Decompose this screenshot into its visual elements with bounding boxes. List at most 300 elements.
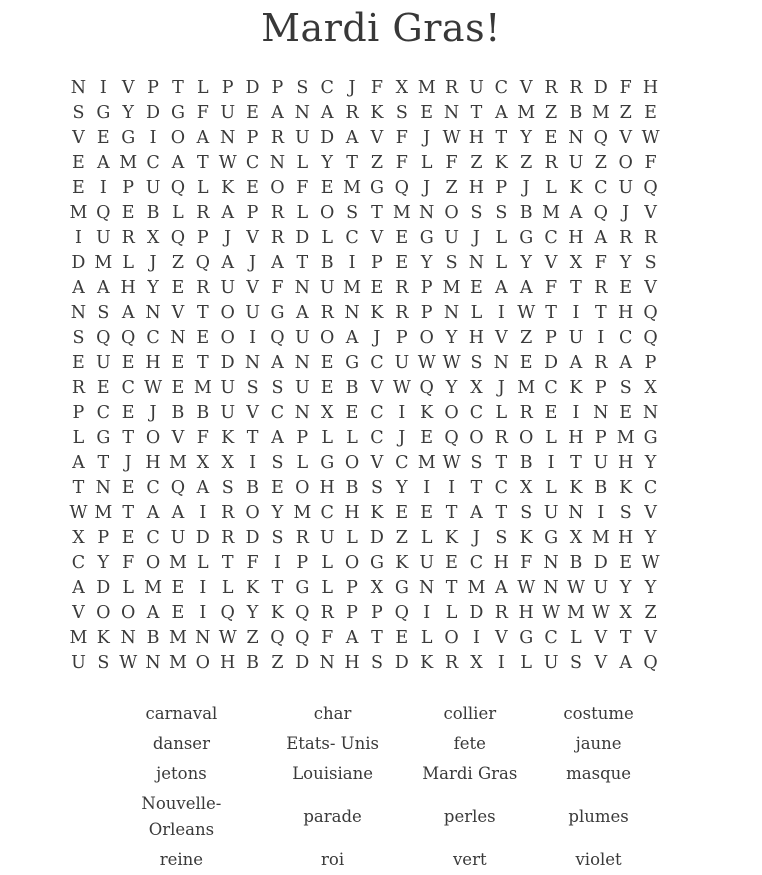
grid-letter[interactable]: O xyxy=(121,602,136,623)
grid-letter[interactable]: G xyxy=(643,427,658,448)
grid-letter[interactable]: I xyxy=(149,127,157,148)
grid-letter[interactable]: B xyxy=(345,377,359,398)
grid-letter[interactable]: V xyxy=(644,627,657,648)
grid-letter[interactable]: M xyxy=(392,202,411,223)
grid-letter[interactable]: Q xyxy=(643,327,658,348)
grid-letter[interactable]: I xyxy=(597,502,605,523)
grid-letter[interactable]: F xyxy=(395,127,408,148)
grid-letter[interactable]: O xyxy=(220,302,235,323)
grid-letter[interactable]: M xyxy=(94,502,113,523)
grid-letter[interactable]: N xyxy=(145,652,161,673)
grid-letter[interactable]: T xyxy=(296,252,309,273)
grid-letter[interactable]: M xyxy=(566,602,585,623)
grid-letter[interactable]: M xyxy=(69,202,88,223)
grid-letter[interactable]: R xyxy=(444,652,459,673)
grid-letter[interactable]: Q xyxy=(195,252,210,273)
grid-letter[interactable]: P xyxy=(97,527,110,548)
grid-letter[interactable]: Y xyxy=(445,377,458,398)
grid-letter[interactable]: R xyxy=(71,377,86,398)
grid-letter[interactable]: R xyxy=(395,302,409,323)
grid-letter[interactable]: E xyxy=(171,377,185,398)
grid-letter[interactable]: Y xyxy=(619,252,632,273)
grid-letter[interactable]: J xyxy=(622,202,630,223)
grid-letter[interactable]: F xyxy=(544,277,558,298)
grid-letter[interactable]: Q xyxy=(295,602,310,623)
grid-letter[interactable]: F xyxy=(370,77,384,98)
grid-letter[interactable]: A xyxy=(196,127,210,148)
grid-letter[interactable]: S xyxy=(246,377,259,398)
grid-letter[interactable]: I xyxy=(547,452,555,473)
grid-letter[interactable]: B xyxy=(594,477,608,498)
grid-letter[interactable]: K xyxy=(519,527,533,548)
grid-letter[interactable]: P xyxy=(221,77,234,98)
grid-letter[interactable]: Z xyxy=(171,252,185,273)
grid-letter[interactable]: L xyxy=(122,577,134,598)
grid-letter[interactable]: Q xyxy=(220,602,235,623)
grid-letter[interactable]: L xyxy=(545,477,557,498)
grid-letter[interactable]: N xyxy=(642,402,659,423)
grid-letter[interactable]: P xyxy=(147,77,159,98)
grid-letter[interactable]: V xyxy=(494,627,508,648)
grid-letter[interactable]: C xyxy=(320,77,334,98)
grid-letter[interactable]: A xyxy=(345,627,359,648)
grid-letter[interactable]: K xyxy=(370,302,384,323)
grid-letter[interactable]: U xyxy=(618,177,634,198)
grid-letter[interactable]: Y xyxy=(147,277,159,298)
grid-letter[interactable]: T xyxy=(72,477,85,498)
grid-letter[interactable]: V xyxy=(370,452,384,473)
grid-letter[interactable]: A xyxy=(271,102,284,123)
grid-letter[interactable]: E xyxy=(121,527,135,548)
grid-letter[interactable]: N xyxy=(244,352,261,373)
grid-letter[interactable]: O xyxy=(96,602,111,623)
grid-letter[interactable]: Z xyxy=(544,102,558,123)
grid-letter[interactable]: E xyxy=(121,477,135,498)
grid-letter[interactable]: I xyxy=(249,327,257,348)
grid-letter[interactable]: G xyxy=(121,127,136,148)
grid-letter[interactable]: O xyxy=(245,502,260,523)
grid-letter[interactable]: E xyxy=(96,377,110,398)
grid-letter[interactable]: W xyxy=(442,452,461,473)
grid-letter[interactable]: K xyxy=(221,177,235,198)
grid-letter[interactable]: K xyxy=(96,627,110,648)
grid-letter[interactable]: J xyxy=(348,77,356,98)
grid-letter[interactable]: V xyxy=(246,227,259,248)
grid-letter[interactable]: B xyxy=(320,252,334,273)
grid-letter[interactable]: T xyxy=(570,452,582,473)
grid-letter[interactable]: H xyxy=(493,552,509,573)
grid-letter[interactable]: Q xyxy=(121,327,136,348)
grid-letter[interactable]: E xyxy=(544,127,558,148)
grid-letter[interactable]: J xyxy=(398,427,406,448)
grid-letter[interactable]: K xyxy=(619,477,633,498)
grid-letter[interactable]: S xyxy=(520,502,533,523)
grid-letter[interactable]: L xyxy=(321,577,333,598)
grid-letter[interactable]: H xyxy=(145,352,161,373)
grid-letter[interactable]: V xyxy=(246,277,259,298)
grid-letter[interactable]: U xyxy=(294,127,310,148)
grid-letter[interactable]: T xyxy=(196,302,209,323)
grid-letter[interactable]: P xyxy=(495,177,508,198)
grid-letter[interactable]: U xyxy=(568,152,584,173)
grid-letter[interactable]: E xyxy=(72,152,85,173)
grid-letter[interactable]: H xyxy=(642,77,659,98)
grid-letter[interactable]: U xyxy=(145,177,161,198)
grid-letter[interactable]: A xyxy=(345,127,359,148)
grid-letter[interactable]: N xyxy=(120,627,136,648)
grid-letter[interactable]: D xyxy=(220,352,235,373)
grid-letter[interactable]: N xyxy=(170,327,186,348)
grid-letter[interactable]: N xyxy=(543,577,559,598)
grid-letter[interactable]: I xyxy=(348,252,356,273)
grid-letter[interactable]: B xyxy=(246,477,259,498)
grid-letter[interactable]: G xyxy=(394,577,409,598)
grid-letter[interactable]: X xyxy=(569,527,583,548)
grid-letter[interactable]: M xyxy=(168,452,187,473)
grid-letter[interactable]: F xyxy=(445,152,458,173)
grid-letter[interactable]: M xyxy=(442,277,461,298)
grid-letter[interactable]: F xyxy=(122,552,135,573)
grid-letter[interactable]: S xyxy=(470,452,483,473)
grid-letter[interactable]: N xyxy=(443,102,460,123)
grid-letter[interactable]: L xyxy=(197,77,209,98)
grid-letter[interactable]: D xyxy=(71,252,86,273)
grid-letter[interactable]: A xyxy=(221,252,234,273)
grid-letter[interactable]: F xyxy=(619,77,632,98)
grid-letter[interactable]: T xyxy=(619,627,632,648)
grid-letter[interactable]: P xyxy=(420,302,433,323)
grid-letter[interactable]: P xyxy=(346,577,358,598)
grid-letter[interactable]: T xyxy=(122,427,135,448)
grid-letter[interactable]: A xyxy=(146,502,160,523)
grid-letter[interactable]: V xyxy=(246,402,259,423)
grid-letter[interactable]: Z xyxy=(271,652,284,673)
grid-letter[interactable]: N xyxy=(568,502,584,523)
grid-letter[interactable]: Q xyxy=(170,177,186,198)
grid-letter[interactable]: K xyxy=(420,652,434,673)
grid-letter[interactable]: L xyxy=(420,527,433,548)
grid-letter[interactable]: I xyxy=(597,327,605,348)
grid-letter[interactable]: X xyxy=(569,252,583,273)
grid-letter[interactable]: Z xyxy=(644,602,657,623)
grid-letter[interactable]: L xyxy=(321,227,333,248)
grid-letter[interactable]: Y xyxy=(644,452,657,473)
grid-letter[interactable]: B xyxy=(146,202,160,223)
grid-letter[interactable]: V xyxy=(519,77,533,98)
grid-letter[interactable]: U xyxy=(469,77,484,98)
grid-letter[interactable]: H xyxy=(319,477,335,498)
grid-letter[interactable]: L xyxy=(296,452,309,473)
grid-letter[interactable]: C xyxy=(494,77,508,98)
grid-letter[interactable]: H xyxy=(468,127,485,148)
grid-letter[interactable]: I xyxy=(572,402,580,423)
grid-letter[interactable]: N xyxy=(95,477,111,498)
grid-letter[interactable]: Q xyxy=(270,327,285,348)
grid-letter[interactable]: Y xyxy=(122,102,134,123)
grid-letter[interactable]: Q xyxy=(295,627,310,648)
grid-letter[interactable]: A xyxy=(569,352,583,373)
grid-letter[interactable]: V xyxy=(544,252,558,273)
grid-letter[interactable]: N xyxy=(419,202,435,223)
grid-letter[interactable]: V xyxy=(594,652,608,673)
grid-letter[interactable]: Q xyxy=(444,427,459,448)
grid-letter[interactable]: E xyxy=(345,402,359,423)
grid-letter[interactable]: R xyxy=(270,127,285,148)
grid-letter[interactable]: R xyxy=(494,427,508,448)
grid-letter[interactable]: F xyxy=(644,152,657,173)
grid-letter[interactable]: X xyxy=(619,602,632,623)
grid-letter[interactable]: U xyxy=(294,327,310,348)
grid-letter[interactable]: S xyxy=(72,102,85,123)
grid-letter[interactable]: T xyxy=(371,627,383,648)
grid-letter[interactable]: E xyxy=(519,352,533,373)
grid-letter[interactable]: A xyxy=(121,302,135,323)
grid-letter[interactable]: R xyxy=(594,352,608,373)
grid-letter[interactable]: N xyxy=(70,77,87,98)
grid-letter[interactable]: M xyxy=(517,102,536,123)
grid-letter[interactable]: S xyxy=(271,527,284,548)
grid-letter[interactable]: P xyxy=(246,127,259,148)
grid-letter[interactable]: E xyxy=(320,352,334,373)
grid-letter[interactable]: W xyxy=(517,302,536,323)
grid-letter[interactable]: J xyxy=(472,527,480,548)
grid-letter[interactable]: K xyxy=(395,552,409,573)
grid-letter[interactable]: S xyxy=(569,652,582,673)
grid-letter[interactable]: B xyxy=(196,402,210,423)
grid-letter[interactable]: U xyxy=(394,352,410,373)
grid-letter[interactable]: P xyxy=(122,177,135,198)
grid-letter[interactable]: A xyxy=(519,277,533,298)
grid-letter[interactable]: V xyxy=(494,327,508,348)
grid-letter[interactable]: O xyxy=(220,327,235,348)
grid-letter[interactable]: N xyxy=(269,152,286,173)
grid-letter[interactable]: L xyxy=(197,552,209,573)
grid-letter[interactable]: O xyxy=(195,652,210,673)
grid-letter[interactable]: U xyxy=(95,227,111,248)
grid-letter[interactable]: W xyxy=(442,352,461,373)
grid-letter[interactable]: E xyxy=(196,327,210,348)
grid-letter[interactable]: X xyxy=(470,652,483,673)
grid-letter[interactable]: T xyxy=(470,477,483,498)
grid-letter[interactable]: M xyxy=(193,377,212,398)
grid-letter[interactable]: S xyxy=(271,452,284,473)
grid-letter[interactable]: H xyxy=(568,427,584,448)
grid-letter[interactable]: S xyxy=(495,527,508,548)
grid-letter[interactable]: E xyxy=(171,577,185,598)
grid-letter[interactable]: Y xyxy=(246,602,259,623)
grid-letter[interactable]: A xyxy=(295,302,309,323)
grid-letter[interactable]: E xyxy=(72,352,85,373)
grid-letter[interactable]: U xyxy=(95,352,111,373)
grid-letter[interactable]: R xyxy=(221,527,235,548)
grid-letter[interactable]: N xyxy=(344,302,360,323)
grid-letter[interactable]: N xyxy=(493,352,509,373)
grid-letter[interactable]: H xyxy=(618,452,634,473)
grid-letter[interactable]: W xyxy=(517,577,536,598)
grid-letter[interactable]: L xyxy=(197,177,209,198)
grid-letter[interactable]: L xyxy=(495,227,508,248)
grid-letter[interactable]: I xyxy=(497,652,505,673)
grid-letter[interactable]: A xyxy=(171,152,185,173)
grid-letter[interactable]: C xyxy=(618,327,633,348)
grid-letter[interactable]: C xyxy=(121,377,135,398)
grid-letter[interactable]: G xyxy=(369,552,384,573)
grid-letter[interactable]: M xyxy=(343,277,362,298)
grid-letter[interactable]: L xyxy=(420,627,433,648)
grid-letter[interactable]: Z xyxy=(246,627,259,648)
grid-letter[interactable]: S xyxy=(470,202,483,223)
grid-letter[interactable]: T xyxy=(495,502,508,523)
grid-letter[interactable]: G xyxy=(170,102,185,123)
grid-letter[interactable]: K xyxy=(370,502,384,523)
grid-letter[interactable]: V xyxy=(171,302,185,323)
grid-letter[interactable]: P xyxy=(271,77,284,98)
grid-letter[interactable]: V xyxy=(370,227,384,248)
grid-letter[interactable]: J xyxy=(149,252,157,273)
grid-letter[interactable]: R xyxy=(221,502,235,523)
grid-letter[interactable]: Z xyxy=(520,152,533,173)
grid-letter[interactable]: B xyxy=(146,627,160,648)
grid-letter[interactable]: L xyxy=(495,252,508,273)
grid-letter[interactable]: N xyxy=(468,252,485,273)
grid-letter[interactable]: X xyxy=(470,377,483,398)
grid-letter[interactable]: I xyxy=(273,552,281,573)
grid-letter[interactable]: D xyxy=(146,102,161,123)
grid-letter[interactable]: R xyxy=(643,227,658,248)
grid-letter[interactable]: T xyxy=(346,152,358,173)
grid-letter[interactable]: P xyxy=(296,552,309,573)
grid-letter[interactable]: E xyxy=(246,102,259,123)
grid-letter[interactable]: O xyxy=(145,552,161,573)
grid-letter[interactable]: U xyxy=(319,277,335,298)
grid-letter[interactable]: R xyxy=(569,77,583,98)
grid-letter[interactable]: H xyxy=(568,227,584,248)
grid-letter[interactable]: H xyxy=(344,502,360,523)
grid-letter[interactable]: H xyxy=(518,602,534,623)
grid-letter[interactable]: C xyxy=(345,227,359,248)
grid-letter[interactable]: E xyxy=(121,402,135,423)
grid-letter[interactable]: M xyxy=(168,627,187,648)
grid-letter[interactable]: V xyxy=(370,127,384,148)
grid-letter[interactable]: T xyxy=(196,152,209,173)
grid-letter[interactable]: I xyxy=(199,577,207,598)
grid-letter[interactable]: Y xyxy=(97,552,110,573)
grid-letter[interactable]: S xyxy=(370,652,383,673)
grid-letter[interactable]: Y xyxy=(520,127,532,148)
grid-letter[interactable]: Y xyxy=(619,577,632,598)
grid-letter[interactable]: C xyxy=(594,177,608,198)
grid-letter[interactable]: I xyxy=(497,302,505,323)
grid-letter[interactable]: J xyxy=(124,452,132,473)
grid-letter[interactable]: L xyxy=(495,402,508,423)
grid-letter[interactable]: D xyxy=(295,652,310,673)
grid-letter[interactable]: L xyxy=(296,152,309,173)
grid-letter[interactable]: N xyxy=(195,627,211,648)
grid-letter[interactable]: E xyxy=(644,102,657,123)
grid-letter[interactable]: L xyxy=(346,527,358,548)
grid-letter[interactable]: I xyxy=(423,602,431,623)
grid-letter[interactable]: E xyxy=(320,377,334,398)
grid-letter[interactable]: W xyxy=(591,602,610,623)
grid-letter[interactable]: N xyxy=(294,402,310,423)
grid-letter[interactable]: A xyxy=(470,502,483,523)
grid-letter[interactable]: H xyxy=(468,177,485,198)
grid-letter[interactable]: D xyxy=(369,527,384,548)
grid-letter[interactable]: R xyxy=(619,227,633,248)
grid-letter[interactable]: H xyxy=(468,327,485,348)
grid-letter[interactable]: T xyxy=(445,577,458,598)
grid-letter[interactable]: Y xyxy=(644,577,657,598)
grid-letter[interactable]: B xyxy=(569,552,583,573)
grid-letter[interactable]: T xyxy=(371,202,383,223)
grid-letter[interactable]: Q xyxy=(643,652,658,673)
grid-letter[interactable]: K xyxy=(246,577,260,598)
grid-letter[interactable]: L xyxy=(470,302,483,323)
grid-letter[interactable]: Z xyxy=(395,527,408,548)
grid-letter[interactable]: P xyxy=(196,227,209,248)
grid-letter[interactable]: S xyxy=(296,77,309,98)
grid-letter[interactable]: X xyxy=(320,402,334,423)
grid-letter[interactable]: A xyxy=(619,652,632,673)
grid-letter[interactable]: L xyxy=(346,427,358,448)
grid-letter[interactable]: T xyxy=(470,102,483,123)
grid-letter[interactable]: Y xyxy=(396,477,408,498)
grid-letter[interactable]: N xyxy=(70,302,87,323)
grid-letter[interactable]: A xyxy=(96,277,110,298)
grid-letter[interactable]: B xyxy=(569,102,583,123)
grid-letter[interactable]: W xyxy=(566,577,585,598)
grid-letter[interactable]: V xyxy=(72,127,85,148)
grid-letter[interactable]: O xyxy=(419,327,434,348)
grid-letter[interactable]: F xyxy=(594,252,607,273)
grid-letter[interactable]: A xyxy=(594,227,608,248)
grid-letter[interactable]: K xyxy=(569,177,583,198)
grid-letter[interactable]: O xyxy=(444,402,459,423)
grid-letter[interactable]: M xyxy=(591,527,610,548)
grid-letter[interactable]: C xyxy=(469,402,484,423)
grid-letter[interactable]: K xyxy=(270,602,284,623)
grid-letter[interactable]: O xyxy=(444,627,459,648)
grid-letter[interactable]: U xyxy=(543,502,559,523)
grid-letter[interactable]: Z xyxy=(619,102,632,123)
grid-letter[interactable]: U xyxy=(71,652,86,673)
grid-letter[interactable]: O xyxy=(320,202,335,223)
grid-letter[interactable]: G xyxy=(345,352,360,373)
grid-letter[interactable]: D xyxy=(195,527,210,548)
grid-letter[interactable]: C xyxy=(96,402,110,423)
grid-letter[interactable]: X xyxy=(519,477,533,498)
grid-letter[interactable]: T xyxy=(545,302,557,323)
grid-letter[interactable]: Q xyxy=(96,202,111,223)
grid-letter[interactable]: E xyxy=(395,227,409,248)
grid-letter[interactable]: H xyxy=(145,452,161,473)
grid-letter[interactable]: Z xyxy=(470,152,483,173)
grid-letter[interactable]: J xyxy=(472,227,480,248)
grid-letter[interactable]: F xyxy=(321,627,334,648)
grid-letter[interactable]: E xyxy=(445,552,458,573)
grid-letter[interactable]: I xyxy=(199,502,207,523)
grid-letter[interactable]: H xyxy=(618,527,634,548)
grid-letter[interactable]: L xyxy=(520,652,532,673)
grid-letter[interactable]: A xyxy=(72,452,85,473)
grid-letter[interactable]: Z xyxy=(520,327,533,348)
grid-letter[interactable]: S xyxy=(495,202,508,223)
grid-letter[interactable]: C xyxy=(146,327,160,348)
grid-letter[interactable]: P xyxy=(420,277,433,298)
grid-letter[interactable]: C xyxy=(544,627,558,648)
grid-letter[interactable]: H xyxy=(120,277,136,298)
grid-letter[interactable]: Q xyxy=(593,202,608,223)
